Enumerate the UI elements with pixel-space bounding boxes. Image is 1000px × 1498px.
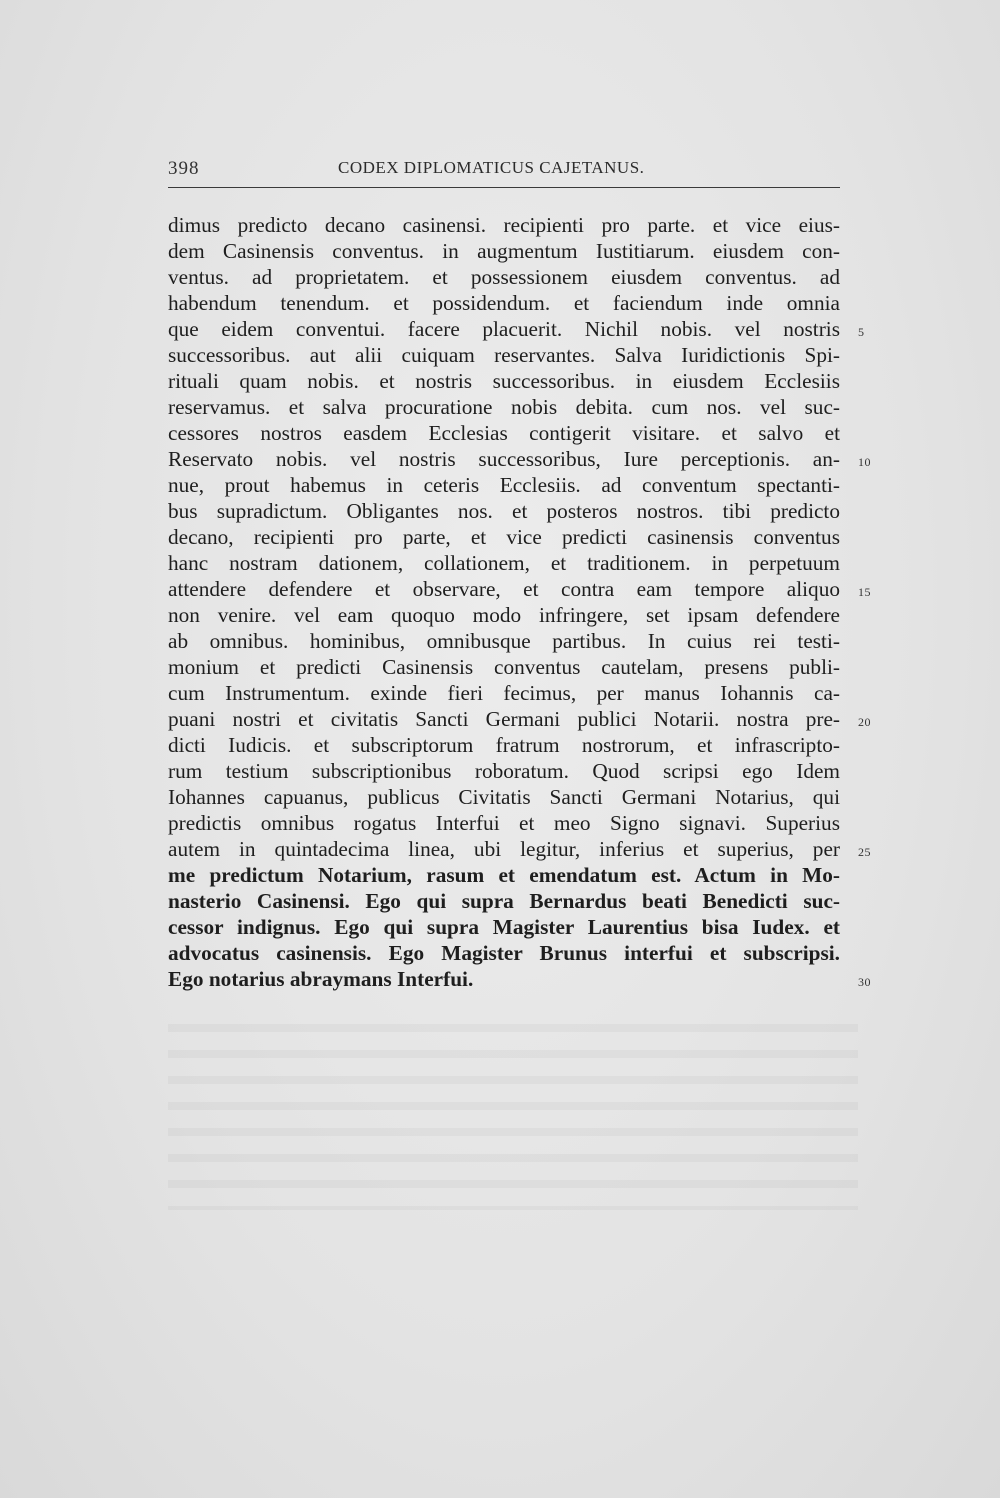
text-line: puani nostri et civitatis Sancti Germani publici Notarii. nostra pre- — [168, 707, 840, 731]
text-line-last: Ego notarius abraymans Interfui. — [168, 967, 474, 991]
line-number-25: 25 — [858, 845, 871, 859]
text-line: me predictum Notarium, rasum et emendatum est. Actum in Mo- — [168, 863, 840, 887]
text-line: ventus. ad proprietatem. et possessionem eiusdem conventus. ad — [168, 265, 840, 289]
text-line: dem Casinensis conventus. in augmentum Iustitiarum. eiusdem con- — [168, 239, 840, 263]
text-line: cessores nostros easdem Ecclesias contigerit visitare. et salvo et — [168, 421, 840, 445]
text-line: autem in quintadecima linea, ubi legitur, inferius et superius, per — [168, 837, 840, 861]
text-line: que eidem conventui. facere placuerit. Nichil nobis. vel nostris — [168, 317, 840, 341]
header-rule — [168, 187, 840, 188]
text-line: advocatus casinensis. Ego Magister Brunus interfui et subscripsi. — [168, 941, 840, 965]
text-line: Iohannes capuanus, publicus Civitatis Sancti Germani Notarius, qui — [168, 785, 840, 809]
text-line: Reservato nobis. vel nostris successoribus, Iure perceptionis. an- — [168, 447, 840, 471]
text-line: predictis omnibus rogatus Interfui et meo Signo signavi. Superius — [168, 811, 840, 835]
line-number-15: 15 — [858, 585, 871, 599]
line-number-10: 10 — [858, 455, 871, 469]
page-number: 398 — [168, 158, 200, 179]
page-header — [168, 158, 840, 184]
text-line: nue, prout habemus in ceteris Ecclesiis. ad conventum spectanti- — [168, 473, 840, 497]
text-line: ab omnibus. hominibus, omnibusque partibus. In cuius rei testi- — [168, 629, 840, 653]
text-line: nasterio Casinensi. Ego qui supra Bernardus beati Benedicti suc- — [168, 889, 840, 913]
body-text — [168, 212, 840, 992]
running-title: CODEX DIPLOMATICUS CAJETANUS. — [338, 158, 645, 177]
text-line: non venire. vel eam quoquo modo infringere, set ipsam defendere — [168, 603, 840, 627]
text-line: rum testium subscriptionibus roboratum. Quod scripsi ego Idem — [168, 759, 840, 783]
text-line: cessor indignus. Ego qui supra Magister Laurentius bisa Iudex. et — [168, 915, 840, 939]
text-line: bus supradictum. Obligantes nos. et posteros nostros. tibi predicto — [168, 499, 840, 523]
line-number-5: 5 — [858, 325, 865, 339]
text-line: attendere defendere et observare, et contra eam tempore aliquo — [168, 577, 840, 601]
text-line: successoribus. aut alii cuiquam reservantes. Salva Iuridictionis Spi- — [168, 343, 840, 367]
show-through-shadow — [168, 1010, 858, 1210]
text-line: decano, recipienti pro parte, et vice predicti casinensis conventus — [168, 525, 840, 549]
text-line: habendum tenendum. et possidendum. et faciendum inde omnia — [168, 291, 840, 315]
text-line: reservamus. et salva procuratione nobis debita. cum nos. vel suc- — [168, 395, 840, 419]
line-number-20: 20 — [858, 715, 871, 729]
text-line: dimus predicto decano casinensi. recipienti pro parte. et vice eius- — [168, 213, 840, 237]
text-line: cum Instrumentum. exinde fieri fecimus, per manus Iohannis ca- — [168, 681, 840, 705]
text-line: monium et predicti Casinensis conventus cautelam, presens publi- — [168, 655, 840, 679]
text-line: hanc nostram dationem, collationem, et traditionem. in perpetuum — [168, 551, 840, 575]
line-number-30: 30 — [858, 975, 871, 989]
text-line: dicti Iudicis. et subscriptorum fratrum nostrorum, et infrascripto- — [168, 733, 840, 757]
text-line: rituali quam nobis. et nostris successoribus. in eiusdem Ecclesiis — [168, 369, 840, 393]
